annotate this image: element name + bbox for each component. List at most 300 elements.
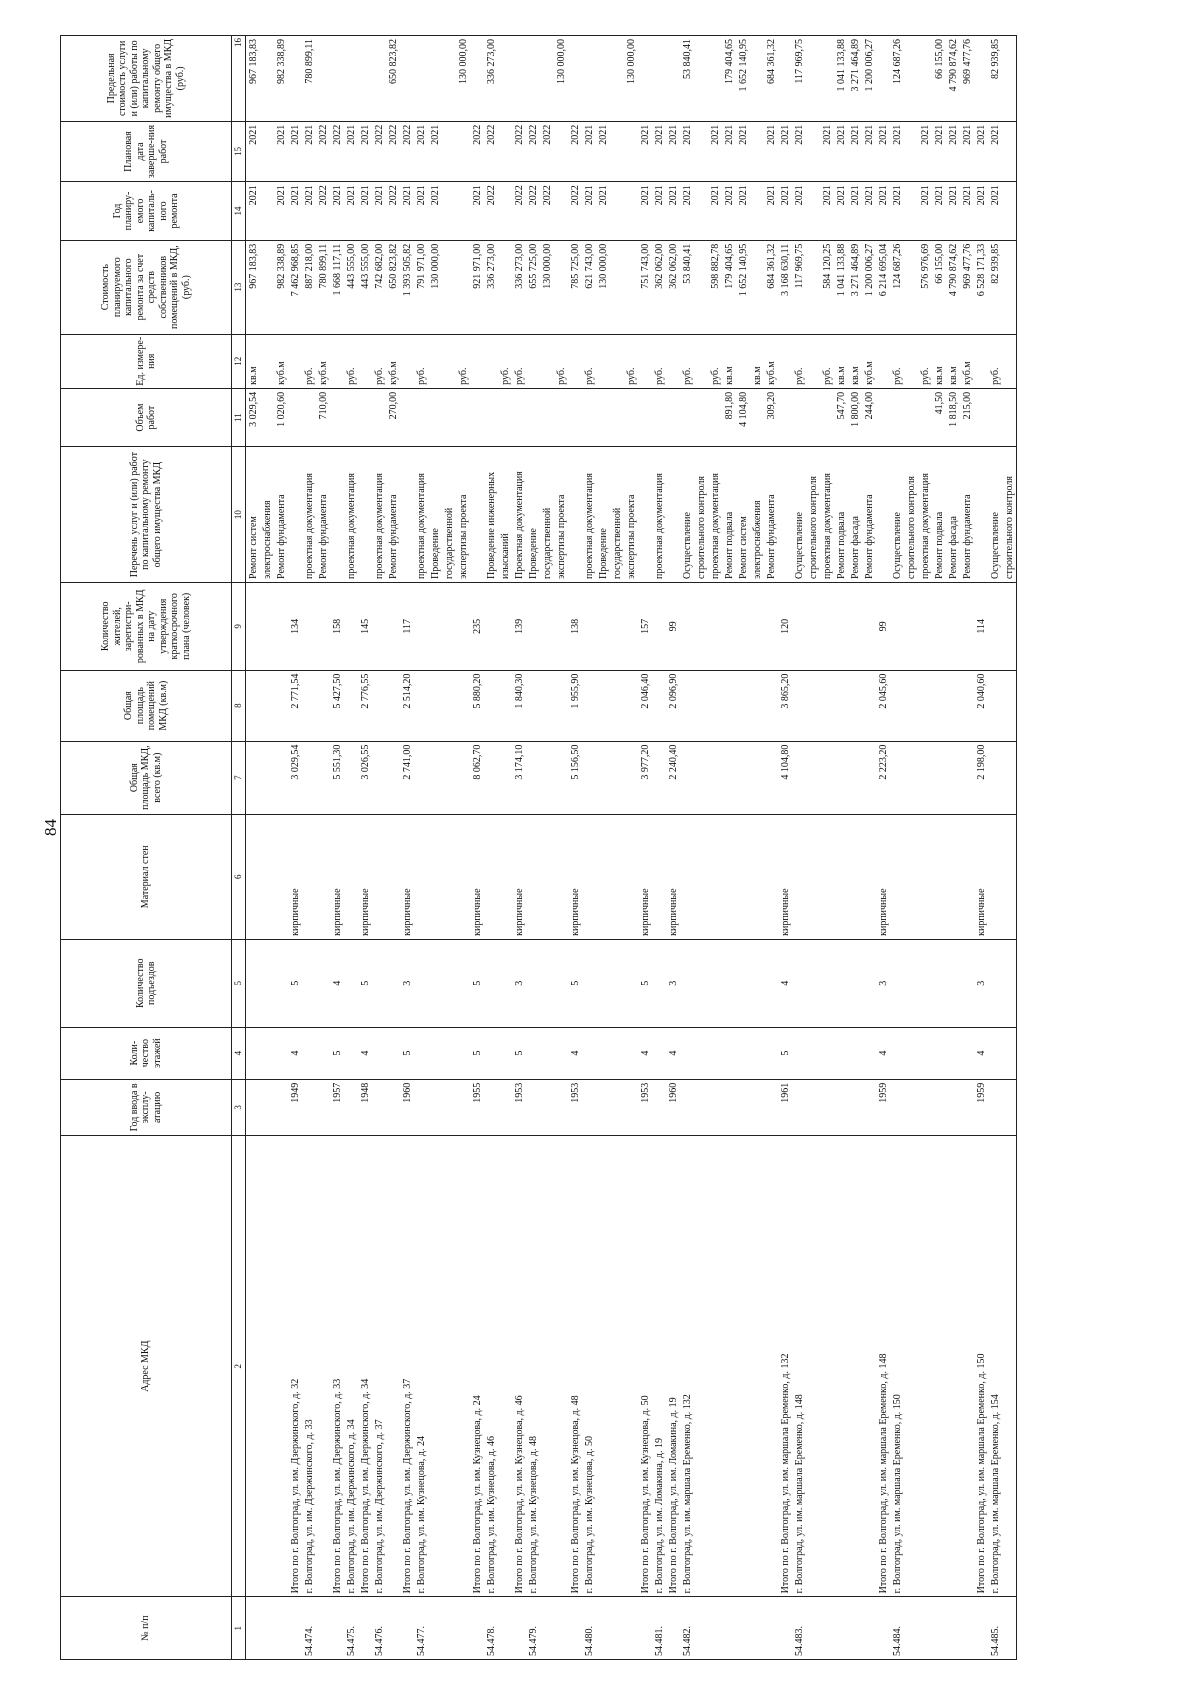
cell-total-area: 4 104,80 bbox=[778, 741, 792, 814]
cell-entrances: 5 bbox=[288, 939, 302, 1027]
cell-address: Итого по г. Волгоград, ул. им. маршала Еременко, д. 150 bbox=[974, 1136, 988, 1597]
cell-repair-year: 2021 bbox=[372, 182, 386, 240]
cell-residents: 139 bbox=[512, 582, 526, 670]
cell-completion-date: 2021 bbox=[652, 121, 666, 182]
cell-residents bbox=[904, 582, 918, 670]
table-row bbox=[946, 36, 960, 1660]
cell-work: Проведение bbox=[428, 447, 442, 583]
table-row bbox=[890, 36, 904, 1660]
header-volume: Объем работ bbox=[61, 388, 232, 446]
cell-address bbox=[274, 1136, 288, 1597]
cell-premises-area: 1 955,90 bbox=[568, 670, 582, 741]
cell-address: Итого по г. Волгоград, ул. им. Дзержинского, д. 33 bbox=[330, 1136, 344, 1597]
cell-index bbox=[736, 1597, 750, 1660]
cell-unit bbox=[568, 334, 582, 388]
cell-floors bbox=[442, 1027, 456, 1079]
cell-max-cost bbox=[498, 36, 512, 122]
table-row bbox=[316, 36, 330, 1660]
cell-address: Итого по г. Волгоград, ул. им. Кузнецова, д. 46 bbox=[512, 1136, 526, 1597]
cell-unit: куб.м bbox=[386, 334, 400, 388]
cell-repair-year bbox=[260, 182, 274, 240]
cell-floors bbox=[260, 1027, 274, 1079]
table-row bbox=[960, 36, 974, 1660]
cell-floors bbox=[582, 1027, 596, 1079]
cell-total-area: 2 198,00 bbox=[974, 741, 988, 814]
cell-total-area bbox=[806, 741, 820, 814]
cell-floors: 4 bbox=[358, 1027, 372, 1079]
cell-year-built bbox=[960, 1079, 974, 1135]
cell-floors bbox=[554, 1027, 568, 1079]
cell-entrances: 3 bbox=[512, 939, 526, 1027]
cell-index bbox=[918, 1597, 932, 1660]
cell-volume bbox=[610, 388, 624, 446]
table-row bbox=[974, 36, 988, 1660]
cell-index bbox=[708, 1597, 722, 1660]
cell-year-built bbox=[988, 1079, 1002, 1135]
cell-address bbox=[764, 1136, 778, 1597]
cell-floors: 5 bbox=[778, 1027, 792, 1079]
cell-year-built bbox=[260, 1079, 274, 1135]
cell-completion-date: 2021 bbox=[638, 121, 652, 182]
cell-floors: 5 bbox=[330, 1027, 344, 1079]
cell-volume bbox=[344, 388, 358, 446]
cell-floors bbox=[540, 1027, 554, 1079]
cell-cost bbox=[442, 240, 456, 334]
cell-completion-date: 2021 bbox=[848, 121, 862, 182]
cell-premises-area bbox=[316, 670, 330, 741]
cell-cost bbox=[624, 240, 638, 334]
cell-cost: 124 687,26 bbox=[890, 240, 904, 334]
cell-index bbox=[596, 1597, 610, 1660]
table-row bbox=[792, 36, 806, 1660]
cell-max-cost bbox=[582, 36, 596, 122]
cell-total-area bbox=[498, 741, 512, 814]
table-row bbox=[638, 36, 652, 1660]
table-row bbox=[400, 36, 414, 1660]
cell-residents bbox=[246, 582, 261, 670]
cell-total-area: 3 029,54 bbox=[288, 741, 302, 814]
cell-max-cost bbox=[330, 36, 344, 122]
cell-completion-date: 2021 bbox=[918, 121, 932, 182]
cell-completion-date: 2022 bbox=[330, 121, 344, 182]
cell-volume: 309,20 bbox=[764, 388, 778, 446]
cell-cost: 650 823,82 bbox=[386, 240, 400, 334]
cell-cost: 362 062,00 bbox=[652, 240, 666, 334]
cell-floors bbox=[862, 1027, 876, 1079]
cell-floors bbox=[274, 1027, 288, 1079]
cell-unit: руб. bbox=[554, 334, 568, 388]
cell-address: г. Волгоград, ул. им. Кузнецова, д. 50 bbox=[582, 1136, 596, 1597]
cell-wall-material bbox=[582, 814, 596, 939]
cell-cost: 130 000,00 bbox=[596, 240, 610, 334]
cell-completion-date: 2021 bbox=[596, 121, 610, 182]
cell-index: 54.480. bbox=[582, 1597, 596, 1660]
cell-entrances bbox=[694, 939, 708, 1027]
cell-cost bbox=[610, 240, 624, 334]
cell-address: г. Волгоград, ул. им. Кузнецова, д. 48 bbox=[526, 1136, 540, 1597]
cell-wall-material bbox=[484, 814, 498, 939]
cell-floors bbox=[806, 1027, 820, 1079]
table-body bbox=[246, 36, 1017, 1660]
cell-year-built bbox=[344, 1079, 358, 1135]
cell-unit: руб. bbox=[498, 334, 512, 388]
cell-cost: 7 462 968,85 bbox=[288, 240, 302, 334]
table-row bbox=[680, 36, 694, 1660]
cell-volume bbox=[302, 388, 316, 446]
cell-volume bbox=[470, 388, 484, 446]
cell-repair-year: 2021 bbox=[792, 182, 806, 240]
cell-total-area: 5 551,30 bbox=[330, 741, 344, 814]
cell-entrances bbox=[260, 939, 274, 1027]
cell-cost: 655 725,00 bbox=[526, 240, 540, 334]
cell-volume bbox=[652, 388, 666, 446]
cell-total-area bbox=[624, 741, 638, 814]
cell-work bbox=[974, 447, 988, 583]
cell-repair-year: 2022 bbox=[568, 182, 582, 240]
cell-index: 54.479. bbox=[526, 1597, 540, 1660]
rotated-page-content bbox=[60, 35, 1170, 1660]
cell-address bbox=[960, 1136, 974, 1597]
cell-max-cost bbox=[694, 36, 708, 122]
cell-cost: 1 652 140,95 bbox=[736, 240, 750, 334]
cell-premises-area bbox=[988, 670, 1002, 741]
cell-premises-area bbox=[694, 670, 708, 741]
cell-premises-area bbox=[652, 670, 666, 741]
cell-residents bbox=[834, 582, 848, 670]
cell-work: Ремонт подвала bbox=[722, 447, 736, 583]
cell-address bbox=[946, 1136, 960, 1597]
cell-wall-material bbox=[806, 814, 820, 939]
cell-max-cost bbox=[568, 36, 582, 122]
table-row bbox=[876, 36, 890, 1660]
cell-max-cost bbox=[288, 36, 302, 122]
table-row bbox=[820, 36, 834, 1660]
cell-premises-area: 2 514,20 bbox=[400, 670, 414, 741]
capital-repair-plan-table bbox=[60, 35, 1017, 1660]
table-row bbox=[652, 36, 666, 1660]
cell-volume: 4 104,80 bbox=[736, 388, 750, 446]
cell-address bbox=[624, 1136, 638, 1597]
cell-unit: куб.м bbox=[274, 334, 288, 388]
cell-residents bbox=[596, 582, 610, 670]
cell-index bbox=[974, 1597, 988, 1660]
cell-volume bbox=[750, 388, 764, 446]
cell-work: Ремонт фундамента bbox=[274, 447, 288, 583]
header-entrances: Количество подъездов bbox=[61, 939, 232, 1027]
cell-total-area bbox=[764, 741, 778, 814]
cell-floors bbox=[344, 1027, 358, 1079]
table-row bbox=[806, 36, 820, 1660]
cell-repair-year bbox=[554, 182, 568, 240]
cell-index bbox=[764, 1597, 778, 1660]
cell-entrances: 5 bbox=[358, 939, 372, 1027]
cell-residents bbox=[386, 582, 400, 670]
cell-premises-area: 2 096,90 bbox=[666, 670, 680, 741]
cell-premises-area bbox=[792, 670, 806, 741]
cell-wall-material bbox=[736, 814, 750, 939]
cell-work: проектная документация bbox=[652, 447, 666, 583]
cell-completion-date: 2021 bbox=[344, 121, 358, 182]
cell-completion-date bbox=[694, 121, 708, 182]
cell-year-built bbox=[708, 1079, 722, 1135]
cell-cost bbox=[260, 240, 274, 334]
cell-total-area: 2 223,20 bbox=[876, 741, 890, 814]
table-row bbox=[274, 36, 288, 1660]
cell-total-area bbox=[792, 741, 806, 814]
cell-volume bbox=[428, 388, 442, 446]
cell-max-cost: 969 477,76 bbox=[960, 36, 974, 122]
cell-unit: руб. bbox=[918, 334, 932, 388]
cell-volume: 1 818,50 bbox=[946, 388, 960, 446]
cell-unit bbox=[400, 334, 414, 388]
cell-address bbox=[932, 1136, 946, 1597]
cell-floors: 5 bbox=[400, 1027, 414, 1079]
cell-completion-date: 2021 bbox=[302, 121, 316, 182]
column-number: 2 bbox=[232, 1136, 246, 1597]
cell-work: Ремонт фундамента bbox=[960, 447, 974, 583]
cell-index bbox=[960, 1597, 974, 1660]
cell-volume: 1 800,00 bbox=[848, 388, 862, 446]
cell-floors bbox=[918, 1027, 932, 1079]
cell-work: государственной bbox=[610, 447, 624, 583]
cell-residents bbox=[498, 582, 512, 670]
cell-year-built bbox=[274, 1079, 288, 1135]
cell-index: 54.474. bbox=[302, 1597, 316, 1660]
cell-wall-material bbox=[792, 814, 806, 939]
table-row bbox=[848, 36, 862, 1660]
cell-cost: 6 528 171,33 bbox=[974, 240, 988, 334]
cell-completion-date: 2022 bbox=[540, 121, 554, 182]
cell-floors bbox=[820, 1027, 834, 1079]
cell-unit: руб. bbox=[512, 334, 526, 388]
cell-total-area: 8 062,70 bbox=[470, 741, 484, 814]
cell-repair-year: 2021 bbox=[638, 182, 652, 240]
cell-year-built: 1960 bbox=[666, 1079, 680, 1135]
cell-volume: 547,70 bbox=[834, 388, 848, 446]
cell-repair-year bbox=[750, 182, 764, 240]
cell-index bbox=[946, 1597, 960, 1660]
cell-total-area: 3 174,10 bbox=[512, 741, 526, 814]
cell-residents: 120 bbox=[778, 582, 792, 670]
cell-address: г. Волгоград, ул. им. маршала Еременко, д. 150 bbox=[890, 1136, 904, 1597]
cell-premises-area bbox=[918, 670, 932, 741]
cell-repair-year: 2021 bbox=[862, 182, 876, 240]
cell-work: Ремонт фасада bbox=[946, 447, 960, 583]
cell-volume bbox=[974, 388, 988, 446]
cell-entrances bbox=[890, 939, 904, 1027]
cell-address bbox=[596, 1136, 610, 1597]
cell-wall-material bbox=[302, 814, 316, 939]
cell-premises-area bbox=[414, 670, 428, 741]
cell-address bbox=[722, 1136, 736, 1597]
cell-cost: 6 214 695,04 bbox=[876, 240, 890, 334]
cell-completion-date: 2021 bbox=[792, 121, 806, 182]
cell-address: г. Волгоград, ул. им. Дзержинского, д. 37 bbox=[372, 1136, 386, 1597]
cell-index bbox=[358, 1597, 372, 1660]
cell-address bbox=[386, 1136, 400, 1597]
cell-index bbox=[274, 1597, 288, 1660]
header-cost: Стоимость планируемого капитального ремонта за счет средств собственников помещений в МКД, (руб.) bbox=[61, 240, 232, 334]
cell-volume bbox=[596, 388, 610, 446]
cell-unit bbox=[666, 334, 680, 388]
cell-repair-year: 2021 bbox=[722, 182, 736, 240]
cell-max-cost: 117 969,75 bbox=[792, 36, 806, 122]
cell-work: Ремонт подвала bbox=[932, 447, 946, 583]
cell-repair-year: 2021 bbox=[932, 182, 946, 240]
cell-wall-material bbox=[862, 814, 876, 939]
cell-entrances bbox=[414, 939, 428, 1027]
column-number-row bbox=[232, 36, 246, 1660]
cell-max-cost bbox=[652, 36, 666, 122]
cell-unit bbox=[596, 334, 610, 388]
cell-entrances: 4 bbox=[330, 939, 344, 1027]
cell-floors bbox=[498, 1027, 512, 1079]
cell-entrances bbox=[792, 939, 806, 1027]
cell-year-built bbox=[946, 1079, 960, 1135]
cell-index bbox=[442, 1597, 456, 1660]
cell-entrances: 4 bbox=[778, 939, 792, 1027]
cell-work: Ремонт фундамента bbox=[862, 447, 876, 583]
cell-index: 54.485. bbox=[988, 1597, 1002, 1660]
cell-year-built bbox=[652, 1079, 666, 1135]
cell-year-built: 1961 bbox=[778, 1079, 792, 1135]
cell-cost: 117 969,75 bbox=[792, 240, 806, 334]
cell-premises-area: 5 880,20 bbox=[470, 670, 484, 741]
cell-residents bbox=[260, 582, 274, 670]
cell-residents bbox=[960, 582, 974, 670]
cell-total-area bbox=[946, 741, 960, 814]
cell-floors bbox=[680, 1027, 694, 1079]
cell-total-area bbox=[316, 741, 330, 814]
column-number: 11 bbox=[232, 388, 246, 446]
cell-work bbox=[400, 447, 414, 583]
cell-entrances bbox=[722, 939, 736, 1027]
cell-cost: 969 477,76 bbox=[960, 240, 974, 334]
cell-total-area bbox=[610, 741, 624, 814]
cell-work: Проведение bbox=[596, 447, 610, 583]
cell-wall-material bbox=[708, 814, 722, 939]
cell-completion-date: 2022 bbox=[470, 121, 484, 182]
header-total-area: Общая площадь МКД, всего (кв.м) bbox=[61, 741, 232, 814]
cell-floors bbox=[792, 1027, 806, 1079]
cell-address: г. Волгоград, ул. им. маршала Еременко, д. 132 bbox=[680, 1136, 694, 1597]
cell-unit: кв.м bbox=[848, 334, 862, 388]
cell-index bbox=[638, 1597, 652, 1660]
cell-floors bbox=[302, 1027, 316, 1079]
cell-index bbox=[834, 1597, 848, 1660]
cell-year-built bbox=[792, 1079, 806, 1135]
cell-address bbox=[610, 1136, 624, 1597]
cell-entrances bbox=[554, 939, 568, 1027]
cell-index bbox=[512, 1597, 526, 1660]
cell-entrances bbox=[862, 939, 876, 1027]
cell-residents bbox=[820, 582, 834, 670]
cell-residents: 158 bbox=[330, 582, 344, 670]
cell-index bbox=[666, 1597, 680, 1660]
cell-cost bbox=[498, 240, 512, 334]
cell-wall-material bbox=[750, 814, 764, 939]
cell-entrances: 5 bbox=[638, 939, 652, 1027]
cell-premises-area bbox=[498, 670, 512, 741]
cell-volume bbox=[372, 388, 386, 446]
cell-wall-material bbox=[834, 814, 848, 939]
cell-wall-material bbox=[764, 814, 778, 939]
cell-premises-area: 5 427,50 bbox=[330, 670, 344, 741]
cell-wall-material bbox=[526, 814, 540, 939]
cell-entrances bbox=[302, 939, 316, 1027]
cell-unit: кв.м bbox=[946, 334, 960, 388]
cell-completion-date: 2021 bbox=[974, 121, 988, 182]
cell-year-built bbox=[834, 1079, 848, 1135]
cell-total-area bbox=[834, 741, 848, 814]
cell-residents bbox=[890, 582, 904, 670]
cell-index bbox=[876, 1597, 890, 1660]
cell-unit bbox=[610, 334, 624, 388]
cell-repair-year: 2021 bbox=[428, 182, 442, 240]
cell-cost bbox=[456, 240, 470, 334]
cell-premises-area bbox=[946, 670, 960, 741]
cell-entrances: 5 bbox=[470, 939, 484, 1027]
cell-total-area: 3 026,55 bbox=[358, 741, 372, 814]
cell-volume bbox=[358, 388, 372, 446]
cell-unit: руб. bbox=[708, 334, 722, 388]
cell-total-area bbox=[736, 741, 750, 814]
cell-entrances bbox=[820, 939, 834, 1027]
cell-max-cost bbox=[778, 36, 792, 122]
cell-repair-year: 2021 bbox=[302, 182, 316, 240]
cell-year-built bbox=[624, 1079, 638, 1135]
cell-index: 54.481. bbox=[652, 1597, 666, 1660]
cell-entrances bbox=[848, 939, 862, 1027]
cell-premises-area bbox=[708, 670, 722, 741]
cell-volume bbox=[694, 388, 708, 446]
cell-work: проектная документация bbox=[820, 447, 834, 583]
table-row bbox=[512, 36, 526, 1660]
cell-wall-material: кирпичные bbox=[512, 814, 526, 939]
cell-max-cost bbox=[806, 36, 820, 122]
cell-cost: 4 790 874,62 bbox=[946, 240, 960, 334]
cell-index bbox=[456, 1597, 470, 1660]
cell-volume bbox=[638, 388, 652, 446]
cell-repair-year: 2021 bbox=[288, 182, 302, 240]
cell-unit: руб. bbox=[372, 334, 386, 388]
cell-wall-material: кирпичные bbox=[288, 814, 302, 939]
cell-unit bbox=[540, 334, 554, 388]
cell-cost bbox=[806, 240, 820, 334]
cell-entrances bbox=[708, 939, 722, 1027]
cell-wall-material: кирпичные bbox=[400, 814, 414, 939]
cell-volume bbox=[904, 388, 918, 446]
cell-volume bbox=[820, 388, 834, 446]
cell-address bbox=[554, 1136, 568, 1597]
cell-repair-year: 2021 bbox=[246, 182, 261, 240]
cell-completion-date: 2021 bbox=[834, 121, 848, 182]
cell-residents bbox=[862, 582, 876, 670]
cell-floors bbox=[428, 1027, 442, 1079]
cell-year-built bbox=[386, 1079, 400, 1135]
cell-max-cost bbox=[610, 36, 624, 122]
cell-address bbox=[806, 1136, 820, 1597]
cell-cost bbox=[904, 240, 918, 334]
cell-completion-date: 2021 bbox=[890, 121, 904, 182]
cell-index: 54.484. bbox=[890, 1597, 904, 1660]
cell-premises-area: 2 771,54 bbox=[288, 670, 302, 741]
cell-total-area bbox=[414, 741, 428, 814]
cell-floors bbox=[946, 1027, 960, 1079]
cell-max-cost bbox=[876, 36, 890, 122]
cell-address bbox=[736, 1136, 750, 1597]
cell-wall-material bbox=[316, 814, 330, 939]
